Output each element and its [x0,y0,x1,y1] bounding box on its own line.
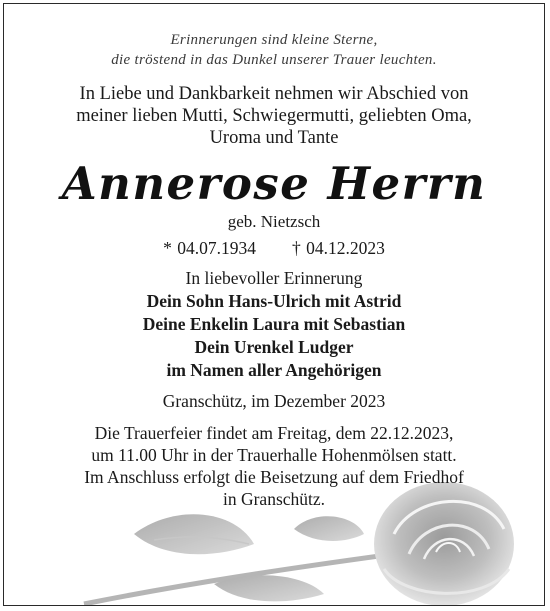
mourner-line: Dein Urenkel Ludger [194,337,354,357]
farewell-intro [4,83,544,149]
deceased-name: Annerose Herrn [61,157,487,210]
notice-frame [3,3,545,606]
mourner-line: Dein Sohn Hans-Ulrich mit Astrid [146,291,402,311]
memorial-quote [4,30,544,70]
birth-date: * 04.07.1934 [163,238,256,258]
funeral-info [4,422,544,510]
quote-line: Erinnerungen sind kleine Sterne, [170,32,378,48]
intro-line: In Liebe und Dankbarkeit nehmen wir Abschied von [79,84,469,104]
mourner-line: im Namen aller Angehörigen [166,360,382,380]
mourners-list [4,290,544,382]
intro-line: Uroma und Tante [209,128,339,148]
life-dates [4,237,544,259]
intro-line: meiner lieben Mutti, Schwiegermutti, geliebten Oma, [76,106,472,126]
funeral-line: Im Anschluss erfolgt die Beisetzung auf dem Friedhof [84,467,464,487]
birth-name: geb. Nietzsch [227,212,321,231]
funeral-line: in Granschütz. [222,489,326,509]
funeral-line: um 11.00 Uhr in der Trauerhalle Hohenmölsen statt. [91,445,457,465]
memory-line: In liebevoller Erinnerung [185,268,363,288]
mourner-line: Deine Enkelin Laura mit Sebastian [142,314,406,334]
notice-content [4,4,544,510]
funeral-line: Die Trauerfeier findet am Freitag, dem 22.12.2023, [94,423,454,443]
quote-line: die tröstend in das Dunkel unserer Trauer leuchten. [111,52,437,68]
death-date: † 04.12.2023 [292,238,385,258]
place-and-date: Granschütz, im Dezember 2023 [162,391,386,411]
